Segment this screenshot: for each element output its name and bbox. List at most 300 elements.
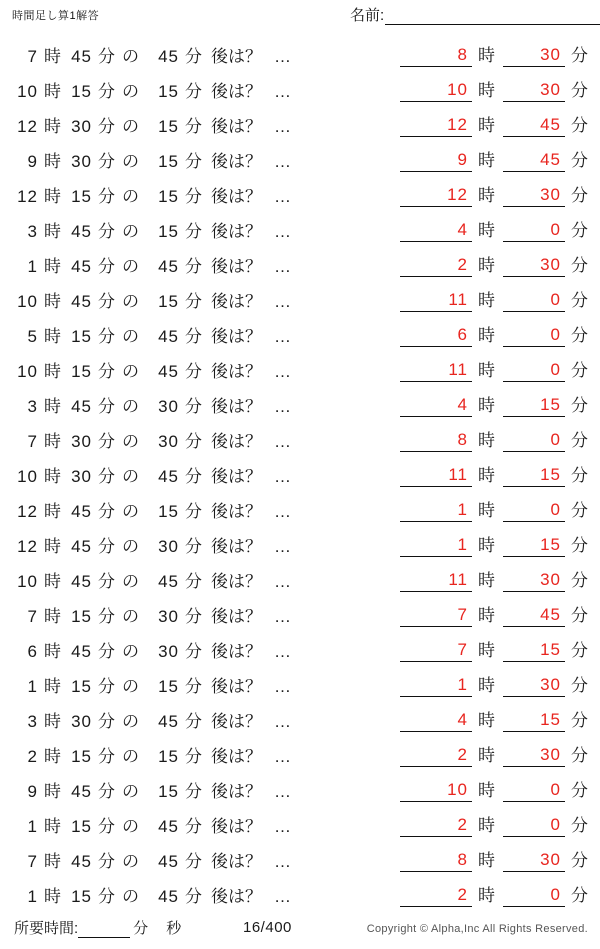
name-input-line[interactable] <box>385 6 600 25</box>
minute-unit: 分 <box>98 817 115 836</box>
minute-unit: 分 <box>98 257 115 276</box>
answer-minute-field[interactable]: 45 <box>503 150 565 172</box>
question-text <box>12 392 291 417</box>
minute-unit: 分 <box>98 502 115 521</box>
answer-minute-field[interactable]: 45 <box>503 605 565 627</box>
answer-hour-unit: 時 <box>478 606 495 625</box>
hour-unit: 時 <box>44 817 61 836</box>
answer-hour-field[interactable]: 8 <box>400 45 472 67</box>
question-hour: 5 <box>27 327 38 346</box>
answer-hour-field[interactable]: 2 <box>400 815 472 837</box>
add-minute-unit: 分 <box>185 537 202 556</box>
answer-area <box>400 741 600 767</box>
answer-area <box>400 776 600 802</box>
leader-dots: … <box>274 887 291 906</box>
leader-dots: … <box>274 572 291 591</box>
answer-hour-field[interactable]: 11 <box>400 360 472 382</box>
answer-minute-field[interactable]: 15 <box>503 395 565 417</box>
hour-unit: 時 <box>44 572 61 591</box>
document-title: 時間足し算1解答 <box>12 10 100 22</box>
answer-minute-field[interactable]: 15 <box>503 465 565 487</box>
answer-minute-field[interactable]: 15 <box>503 640 565 662</box>
answer-minute-unit: 分 <box>571 886 588 905</box>
answer-hour-field[interactable]: 10 <box>400 80 472 102</box>
answer-hour-field[interactable]: 1 <box>400 500 472 522</box>
minute-unit: 分 <box>98 467 115 486</box>
answer-hour-unit: 時 <box>478 676 495 695</box>
answer-minute-field[interactable]: 0 <box>503 885 565 907</box>
question-text <box>12 707 291 732</box>
question-hour: 1 <box>27 257 38 276</box>
problem-row <box>0 662 600 697</box>
answer-minute-field[interactable]: 30 <box>503 570 565 592</box>
question-minute: 15 <box>71 607 92 626</box>
question-add-minutes: 15 <box>158 117 179 136</box>
problem-row <box>0 452 600 487</box>
question-suffix: 後は？ <box>211 257 262 276</box>
hour-unit: 時 <box>44 327 61 346</box>
answer-minute-field[interactable]: 15 <box>503 710 565 732</box>
add-minute-unit: 分 <box>185 432 202 451</box>
particle-no: の <box>122 572 139 591</box>
answer-area <box>400 286 600 312</box>
time-minutes-unit: 分 <box>133 920 149 937</box>
problem-row <box>0 67 600 102</box>
question-text <box>12 497 291 522</box>
answer-hour-field[interactable]: 2 <box>400 885 472 907</box>
question-add-minutes: 45 <box>158 887 179 906</box>
answer-hour-field[interactable]: 12 <box>400 185 472 207</box>
answer-hour-field[interactable]: 8 <box>400 430 472 452</box>
question-minute: 45 <box>71 47 92 66</box>
minute-unit: 分 <box>98 292 115 311</box>
question-add-minutes: 15 <box>158 82 179 101</box>
question-suffix: 後は？ <box>211 817 262 836</box>
question-text <box>12 322 291 347</box>
answer-area <box>400 111 600 137</box>
minute-unit: 分 <box>98 152 115 171</box>
hour-unit: 時 <box>44 362 61 381</box>
particle-no: の <box>122 82 139 101</box>
question-add-minutes: 30 <box>158 642 179 661</box>
answer-area <box>400 146 600 172</box>
answer-hour-unit: 時 <box>478 116 495 135</box>
leader-dots: … <box>274 642 291 661</box>
particle-no: の <box>122 677 139 696</box>
add-minute-unit: 分 <box>185 572 202 591</box>
answer-minute-field[interactable]: 0 <box>503 815 565 837</box>
question-hour: 1 <box>27 677 38 696</box>
question-suffix: 後は？ <box>211 607 262 626</box>
particle-no: の <box>122 152 139 171</box>
leader-dots: … <box>274 362 291 381</box>
leader-dots: … <box>274 187 291 206</box>
answer-hour-field[interactable]: 11 <box>400 290 472 312</box>
problem-row <box>0 872 600 907</box>
question-hour: 3 <box>27 222 38 241</box>
add-minute-unit: 分 <box>185 467 202 486</box>
hour-unit: 時 <box>44 607 61 626</box>
time-required-label: 所要時間: <box>14 920 79 937</box>
answer-area <box>400 76 600 102</box>
question-add-minutes: 15 <box>158 152 179 171</box>
question-text <box>12 287 291 312</box>
problem-row <box>0 137 600 172</box>
question-hour: 1 <box>27 817 38 836</box>
answer-minute-unit: 分 <box>571 641 588 660</box>
question-minute: 45 <box>71 502 92 521</box>
answer-hour-unit: 時 <box>478 466 495 485</box>
question-minute: 15 <box>71 817 92 836</box>
answer-minute-field[interactable]: 0 <box>503 360 565 382</box>
answer-hour-unit: 時 <box>478 151 495 170</box>
answer-minute-field[interactable]: 30 <box>503 80 565 102</box>
problem-row <box>0 277 600 312</box>
problem-row <box>0 627 600 662</box>
minute-unit: 分 <box>98 782 115 801</box>
answer-minute-unit: 分 <box>571 291 588 310</box>
question-text <box>12 112 291 137</box>
question-hour: 3 <box>27 397 38 416</box>
answer-hour-unit: 時 <box>478 501 495 520</box>
answer-hour-field[interactable]: 6 <box>400 325 472 347</box>
answer-hour-field[interactable]: 7 <box>400 640 472 662</box>
leader-dots: … <box>274 292 291 311</box>
question-text <box>12 672 291 697</box>
question-hour: 7 <box>27 852 38 871</box>
answer-hour-unit: 時 <box>478 186 495 205</box>
question-add-minutes: 30 <box>158 397 179 416</box>
hour-unit: 時 <box>44 432 61 451</box>
question-add-minutes: 15 <box>158 187 179 206</box>
answer-minute-unit: 分 <box>571 396 588 415</box>
particle-no: の <box>122 397 139 416</box>
minute-unit: 分 <box>98 642 115 661</box>
leader-dots: … <box>274 817 291 836</box>
answer-minute-field[interactable]: 0 <box>503 780 565 802</box>
answer-minute-field[interactable]: 30 <box>503 850 565 872</box>
question-suffix: 後は？ <box>211 467 262 486</box>
answer-area <box>400 531 600 557</box>
answer-minute-field[interactable]: 0 <box>503 290 565 312</box>
hour-unit: 時 <box>44 747 61 766</box>
minute-unit: 分 <box>98 362 115 381</box>
answer-minute-unit: 分 <box>571 326 588 345</box>
question-suffix: 後は？ <box>211 677 262 696</box>
leader-dots: … <box>274 432 291 451</box>
minute-unit: 分 <box>98 677 115 696</box>
answer-minute-field[interactable]: 30 <box>503 185 565 207</box>
question-add-minutes: 30 <box>158 607 179 626</box>
answer-minute-field[interactable]: 0 <box>503 430 565 452</box>
answer-area <box>400 671 600 697</box>
minute-unit: 分 <box>98 852 115 871</box>
problem-row <box>0 732 600 767</box>
leader-dots: … <box>274 537 291 556</box>
answer-hour-field[interactable]: 11 <box>400 570 472 592</box>
leader-dots: … <box>274 257 291 276</box>
particle-no: の <box>122 222 139 241</box>
answer-area <box>400 706 600 732</box>
hour-unit: 時 <box>44 222 61 241</box>
hour-unit: 時 <box>44 257 61 276</box>
question-minute: 15 <box>71 82 92 101</box>
question-text <box>12 637 291 662</box>
answer-area <box>400 356 600 382</box>
leader-dots: … <box>274 397 291 416</box>
question-hour: 10 <box>17 362 38 381</box>
particle-no: の <box>122 362 139 381</box>
answer-minute-unit: 分 <box>571 81 588 100</box>
question-text <box>12 567 291 592</box>
add-minute-unit: 分 <box>185 187 202 206</box>
particle-no: の <box>122 292 139 311</box>
answer-hour-field[interactable]: 10 <box>400 780 472 802</box>
answer-minute-field[interactable]: 15 <box>503 535 565 557</box>
question-hour: 10 <box>17 292 38 311</box>
add-minute-unit: 分 <box>185 292 202 311</box>
hour-unit: 時 <box>44 82 61 101</box>
add-minute-unit: 分 <box>185 677 202 696</box>
problem-row <box>0 347 600 382</box>
answer-area <box>400 811 600 837</box>
question-suffix: 後は？ <box>211 502 262 521</box>
question-add-minutes: 45 <box>158 817 179 836</box>
answer-minute-unit: 分 <box>571 781 588 800</box>
problem-row <box>0 592 600 627</box>
answer-area <box>400 426 600 452</box>
minute-unit: 分 <box>98 82 115 101</box>
answer-minute-field[interactable]: 30 <box>503 255 565 277</box>
question-text <box>12 217 291 242</box>
minute-unit: 分 <box>98 397 115 416</box>
answer-hour-unit: 時 <box>478 641 495 660</box>
question-add-minutes: 15 <box>158 747 179 766</box>
problem-row <box>0 767 600 802</box>
question-minute: 15 <box>71 747 92 766</box>
question-minute: 30 <box>71 432 92 451</box>
question-hour: 7 <box>27 47 38 66</box>
answer-minute-unit: 分 <box>571 501 588 520</box>
particle-no: の <box>122 117 139 136</box>
add-minute-unit: 分 <box>185 257 202 276</box>
question-add-minutes: 45 <box>158 852 179 871</box>
question-suffix: 後は？ <box>211 537 262 556</box>
question-suffix: 後は？ <box>211 712 262 731</box>
minute-unit: 分 <box>98 117 115 136</box>
add-minute-unit: 分 <box>185 117 202 136</box>
particle-no: の <box>122 642 139 661</box>
hour-unit: 時 <box>44 502 61 521</box>
question-text <box>12 462 291 487</box>
minute-unit: 分 <box>98 607 115 626</box>
question-add-minutes: 15 <box>158 677 179 696</box>
add-minute-unit: 分 <box>185 852 202 871</box>
question-add-minutes: 45 <box>158 572 179 591</box>
answer-minute-field[interactable]: 30 <box>503 745 565 767</box>
question-text <box>12 252 291 277</box>
problem-row <box>0 382 600 417</box>
leader-dots: … <box>274 712 291 731</box>
question-hour: 3 <box>27 712 38 731</box>
question-minute: 15 <box>71 677 92 696</box>
leader-dots: … <box>274 852 291 871</box>
question-minute: 45 <box>71 222 92 241</box>
question-hour: 10 <box>17 467 38 486</box>
question-text <box>12 77 291 102</box>
answer-minute-unit: 分 <box>571 46 588 65</box>
minute-unit: 分 <box>98 47 115 66</box>
answer-hour-unit: 時 <box>478 746 495 765</box>
hour-unit: 時 <box>44 537 61 556</box>
answer-area <box>400 461 600 487</box>
page-number: 16/400 <box>243 919 292 936</box>
answer-hour-unit: 時 <box>478 46 495 65</box>
question-hour: 12 <box>17 502 38 521</box>
problem-row <box>0 837 600 872</box>
answer-hour-field[interactable]: 2 <box>400 745 472 767</box>
answer-minute-field[interactable]: 30 <box>503 45 565 67</box>
answer-minute-unit: 分 <box>571 676 588 695</box>
copyright-notice: Copyright © Alpha,Inc All Rights Reserved. <box>366 923 588 935</box>
question-suffix: 後は？ <box>211 397 262 416</box>
question-minute: 30 <box>71 117 92 136</box>
answer-minute-field[interactable]: 0 <box>503 220 565 242</box>
add-minute-unit: 分 <box>185 887 202 906</box>
time-required <box>14 917 181 938</box>
answer-hour-field[interactable]: 9 <box>400 150 472 172</box>
answer-hour-field[interactable]: 1 <box>400 535 472 557</box>
question-minute: 15 <box>71 362 92 381</box>
hour-unit: 時 <box>44 47 61 66</box>
answer-hour-field[interactable]: 4 <box>400 220 472 242</box>
minute-unit: 分 <box>98 572 115 591</box>
answer-minute-unit: 分 <box>571 746 588 765</box>
answer-minute-field[interactable]: 30 <box>503 675 565 697</box>
add-minute-unit: 分 <box>185 82 202 101</box>
answer-hour-field[interactable]: 4 <box>400 395 472 417</box>
question-minute: 45 <box>71 852 92 871</box>
answer-hour-field[interactable]: 8 <box>400 850 472 872</box>
question-text <box>12 357 291 382</box>
hour-unit: 時 <box>44 397 61 416</box>
answer-minute-unit: 分 <box>571 431 588 450</box>
question-add-minutes: 30 <box>158 537 179 556</box>
answer-hour-unit: 時 <box>478 81 495 100</box>
question-hour: 12 <box>17 537 38 556</box>
minute-unit: 分 <box>98 432 115 451</box>
answer-hour-field[interactable]: 2 <box>400 255 472 277</box>
question-hour: 2 <box>27 747 38 766</box>
question-hour: 12 <box>17 117 38 136</box>
question-hour: 9 <box>27 782 38 801</box>
question-add-minutes: 45 <box>158 327 179 346</box>
time-minutes-blank[interactable] <box>78 920 130 938</box>
add-minute-unit: 分 <box>185 747 202 766</box>
problem-row <box>0 557 600 592</box>
particle-no: の <box>122 467 139 486</box>
problem-row <box>0 417 600 452</box>
minute-unit: 分 <box>98 187 115 206</box>
particle-no: の <box>122 852 139 871</box>
answer-hour-unit: 時 <box>478 711 495 730</box>
hour-unit: 時 <box>44 117 61 136</box>
answer-area <box>400 181 600 207</box>
answer-hour-unit: 時 <box>478 816 495 835</box>
answer-area <box>400 216 600 242</box>
add-minute-unit: 分 <box>185 397 202 416</box>
question-add-minutes: 45 <box>158 47 179 66</box>
particle-no: の <box>122 607 139 626</box>
particle-no: の <box>122 187 139 206</box>
answer-hour-field[interactable]: 11 <box>400 465 472 487</box>
leader-dots: … <box>274 152 291 171</box>
answer-minute-field[interactable]: 0 <box>503 325 565 347</box>
answer-minute-unit: 分 <box>571 116 588 135</box>
answer-hour-field[interactable]: 1 <box>400 675 472 697</box>
question-suffix: 後は？ <box>211 117 262 136</box>
question-text <box>12 777 291 802</box>
question-minute: 45 <box>71 782 92 801</box>
question-suffix: 後は？ <box>211 292 262 311</box>
question-add-minutes: 15 <box>158 292 179 311</box>
question-suffix: 後は？ <box>211 572 262 591</box>
hour-unit: 時 <box>44 292 61 311</box>
answer-minute-field[interactable]: 45 <box>503 115 565 137</box>
problem-row <box>0 802 600 837</box>
add-minute-unit: 分 <box>185 152 202 171</box>
minute-unit: 分 <box>98 747 115 766</box>
question-suffix: 後は？ <box>211 47 262 66</box>
hour-unit: 時 <box>44 852 61 871</box>
question-suffix: 後は？ <box>211 82 262 101</box>
answer-minute-unit: 分 <box>571 711 588 730</box>
minute-unit: 分 <box>98 887 115 906</box>
answer-hour-field[interactable]: 12 <box>400 115 472 137</box>
name-field-area <box>350 4 600 25</box>
particle-no: の <box>122 887 139 906</box>
answer-hour-unit: 時 <box>478 781 495 800</box>
add-minute-unit: 分 <box>185 222 202 241</box>
question-minute: 45 <box>71 572 92 591</box>
leader-dots: … <box>274 747 291 766</box>
question-suffix: 後は？ <box>211 187 262 206</box>
leader-dots: … <box>274 82 291 101</box>
answer-area <box>400 881 600 907</box>
leader-dots: … <box>274 467 291 486</box>
answer-hour-unit: 時 <box>478 326 495 345</box>
problem-list <box>0 30 600 907</box>
question-add-minutes: 15 <box>158 502 179 521</box>
problem-row <box>0 102 600 137</box>
answer-hour-field[interactable]: 7 <box>400 605 472 627</box>
particle-no: の <box>122 817 139 836</box>
answer-area <box>400 601 600 627</box>
answer-area <box>400 321 600 347</box>
question-add-minutes: 45 <box>158 712 179 731</box>
answer-minute-field[interactable]: 0 <box>503 500 565 522</box>
answer-hour-unit: 時 <box>478 886 495 905</box>
answer-hour-field[interactable]: 4 <box>400 710 472 732</box>
particle-no: の <box>122 327 139 346</box>
question-suffix: 後は？ <box>211 432 262 451</box>
problem-row <box>0 172 600 207</box>
add-minute-unit: 分 <box>185 642 202 661</box>
answer-minute-unit: 分 <box>571 186 588 205</box>
question-minute: 45 <box>71 257 92 276</box>
answer-area <box>400 41 600 67</box>
answer-hour-unit: 時 <box>478 851 495 870</box>
